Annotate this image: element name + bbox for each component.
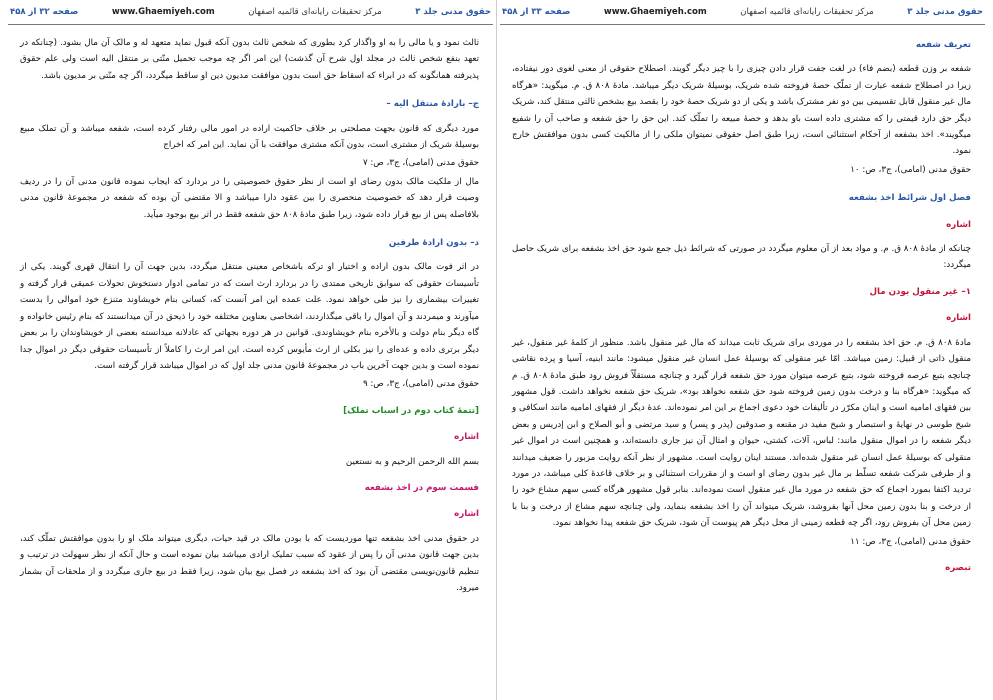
publisher-name: مرکز تحقیقات رایانه‌ای قائمیه اصفهان — [248, 7, 382, 17]
subheading: تبصره — [945, 562, 971, 573]
page-number: صفحه ۳۳ از ۴۵۸ — [502, 7, 571, 17]
subheading: اشاره — [454, 432, 479, 443]
subheading: اشاره — [946, 219, 971, 230]
page-content — [500, 37, 985, 576]
website-url[interactable]: www.Ghaemiyeh.com — [111, 7, 215, 17]
basmala: بسم الله الرحمن الرحیم و به نستعین — [345, 456, 479, 467]
paragraph: در حقوق مدنی اخذ بشفعه تنها موردیست که با بودن مالک در قید حیات، دیگری میتواند ملک او را بدون موافقتش تملّک کند، بدین جهت قانون مدنی آن را پس از عقود که سبب تملیک ارادی میباشد بیان نموده است و حال آنکه از نظر سهولت در ترتیب و تنظیم قانون‌نویسی مقتضی آن بود که اخذ بشفعه در فصل بیع بیان شود، زیرا فقط در بیع جاری میگردد و از ملحقات آن بشمار میرود. — [20, 533, 479, 593]
subheading: اشاره — [454, 509, 479, 520]
page-header — [500, 0, 985, 25]
page-number: صفحه ۳۲ از ۴۵۸ — [10, 7, 79, 17]
publisher-name: مرکز تحقیقات رایانه‌ای قائمیه اصفهان — [740, 7, 874, 17]
page-content — [8, 25, 493, 596]
paragraph: در اثر فوت مالک بدون اراده و اختیار او ترکه باشخاص معینی منتقل میگردد، بدین جهت آن را انتقال قهری گویند. یکی از تأسیسات حقوقی که سوابق تاریخی ممتدی را در بردارد ارث است که در تمامی ادوار دستخوش تحولات عمیقی قرار گرفته و تغییرات بیشماری را نیز طی خواهد نمود. علت عمده این امر آنست که، کسانی بنام خویشاوند متنزع خود اموالی را بدست میآورند و میمردند و آن اموال را باقی میگذاردند، اشخاصی بعناوین مختلفه خود را ذیحق در آن میدانستند که بنام رئیس خانواده و گاه دیگر بنام دولت و بالأخره بنام خویشاوندی. قوانین در هر دوره بجهاتی که عادلانه میدانسته بعضی از خویشاوندان را بر بعض دیگر برتری داده و عده‌ای را نیز بکلی از ارث مأیوس کرده است. این امر ارث را کاملاً از تأسیسات حقوقی دیگر در اموال جدا نموده است و بدین جهت آخرین باب در مجموعهٔ قانون مدنی جلد اول که در اموال میباشد قرار گرفته است. — [20, 262, 479, 371]
part-heading: قسمت سوم در اخذ بشفعه — [364, 482, 479, 493]
paragraph: شفعه بر وزن قطعه (بضم فاء) در لغت جفت قرار دادن چیزی را با چیز دیگر گویند. اصطلاح حقوقی از معنی لغوی دور نیفتاده، زیرا در اصطلاح شفعه عبارت از تملّک حصهٔ فروخته شده شریک، بوسیلهٔ شریک دیگر میباشد. مادهٔ ۸۰۸ ق. م. میگوید: «هرگاه مال غیر منقول قابل تقسیمی بین دو نفر مشترک باشد و یکی از دو شریک حصهٔ خود را بقصد بیع بشخص ثالثی منتقل کند، شریک دیگر حق دارد قیمتی را که مشتری داده است باو بدهد و حصهٔ مبیعه را تملّک کند. این حق را حق شفعه و صاحب آن را شفیع میگویند». اخذ بشفعه از آحکام استثنائی است، زیرا طبق اصل حقوقی نمیتوان ملکی را از مالکیت کسی بدون موافقتش خارج نمود. — [512, 64, 971, 157]
paragraph: چنانکه از مادهٔ ۸۰۸ ق. م. و مواد بعد از آن معلوم میگردد در صورتی که شرائط ذیل جمع شود حق اخذ بشفعه برای شریک حاصل میگردد: — [512, 244, 971, 271]
paragraph: ثالث نمود و یا مالی را به او واگذار کرد بطوری که شخص ثالث بدون آنکه قبول نماید متعهد له و مالک آن مال بشود. (چنانکه در تعهد بنفع شخص ثالث در مجلد اول شرح آن گذشت) این امر اگر چه موجب تحمیل منّتی بر منتقل الیه است ولی علم حقوق پذیرفته همانگونه که در ابراء که اسقاط حق است بدون موافقت مدیون دین او ساقط میگردد، اگر چه منّتی بر مدیون باشد. — [20, 38, 479, 81]
section-heading: ۱– غیر منقول بودن مال — [869, 286, 971, 297]
paragraph: مال از ملکیت مالک بدون رضای او است از نظر حقوق خصوصیتی را در بردارد که ایجاب نموده قانون مدنی آن را در ردیف وصیت قرار دهد که خصوصیت منحصری را بین عقود دارا میباشد و الا مقتضی آن بوده که شفعه در مجموعهٔ قانون مدنی بلافاصله پس از بیع قرار داده شود، زیرا طبق مادهٔ ۸۰۸ حق شفعه فقط در اثر بیع بوجود میآید. — [20, 176, 479, 220]
chapter-heading: فصل اول شرائط اخذ بشفعه — [848, 193, 971, 204]
section-heading: د– بدون ارادهٔ طرفین — [388, 238, 479, 249]
page-header — [8, 0, 493, 25]
section-heading: ج– بارادهٔ منتقل الیه – — [386, 99, 479, 110]
website-url[interactable]: www.Ghaemiyeh.com — [603, 7, 707, 17]
book-title: حقوق مدنی جلد ۳ — [907, 7, 983, 17]
paragraph: مورد دیگری که قانون بجهت مصلحتی بر خلاف حاکمیت اراده در امور مالی رفتار کرده است، شفعه میباشد و آن تملک مبیع بوسیلهٔ شریک از مشتری است، بدون آنکه مشتری موافقت با آن نماید. این امر که اخراج — [20, 123, 479, 151]
book-title: حقوق مدنی جلد ۳ — [415, 7, 491, 17]
right-page — [500, 0, 985, 700]
page-citation: حقوق مدنی (امامی)، ج۳، ص: ۱۱ — [850, 536, 971, 547]
paragraph: مادهٔ ۸۰۸ ق. م. حق اخذ بشفعه را در موردی برای شریک ثابت میداند که مال غیر منقول باشد. منظور از کلمهٔ غیر منقول، غیر منقول ذاتی از قبیل: زمین میباشد. امّا غیر منقولی که بوسیلهٔ عمل انسان غیر منقول میشود: مانند ابنیه، آسیا و پرده نقاشی چنانچه بتبع عرصه فروخته شود، بتبع عرصه میتوان مورد حق شفعه قرار گیرد و چنانچه مستقلّاً فروش رود طبق مادهٔ ۸۰۸ ق. م که میگوید: «هرگاه بنا و درخت بدون زمین فروخته شود حق شفعه نخواهد بود»، شریک حق شفعه نخواهد داشت. قول مشهور بین فقهای امامیه است و اینان مکرّر در تألیفات خود دعوی اجماع بر این امر نموده‌اند. عدهٔ دیگر از فقهای امامیه مانند اسکافی و شیخ طوسی در نهایهٔ و استبصار و شیخ مفید در مقنعه و صدوقین (پدر و پسر) و سید مرتضی و أبو الصلاح و ابن إدريس و بعض دیگر شفعه را در اموال منقول مانند: لباس، آلات، کشتی، حیوان و امثال آن نیز جاری دانسته‌اند، و همچنین است در اموال غیر منقولی که بوسیلهٔ عمل انسان غیر منقول شده‌اند. مستند اینان روایت است. مشهور از نظر آنکه روایت مزبور را ضعیف میدانند و از طرفی شرکت شفعه تسلّط بر مال غیر بدون رضای او است و از مقررات استثنائی و بر خلاف قاعدهٔ کلی میباشد، در مورد تردید اکتفا بمورد اجماع که حق شفعه در مورد مال غیر منقول است نموده‌اند. بنابر قول مشهور هرگاه کسی سهم مشاع خود را از درخت و بنا بدون زمین محل آنها بفروشد، شریک میتواند آن را اخذ بشفعه بنماید، ولی چنانچه سهم مشاع از درخت و بنا با زمین محل آن بفروش رود، اگر چه قطعه زمینی از محل دیگر هم پیوست آن شود، شریک حق شفعه پیدا نخواهد نمود. — [512, 337, 972, 529]
book-continuation-heading: [تتمهٔ کتاب دوم در اسباب تملک] — [343, 405, 479, 416]
subheading: اشاره — [946, 313, 971, 324]
page-citation: حقوق مدنی (امامی)، ج۳، ص: ۱۰ — [850, 164, 971, 175]
left-page — [8, 0, 493, 700]
page-citation: حقوق مدنی (امامی)، ج۳، ص: ۷ — [362, 158, 479, 169]
page-divider — [496, 0, 497, 700]
page-citation: حقوق مدنی (امامی)، ج۳، ص: ۹ — [362, 379, 479, 390]
section-heading: تعریف شفعه — [915, 40, 971, 50]
